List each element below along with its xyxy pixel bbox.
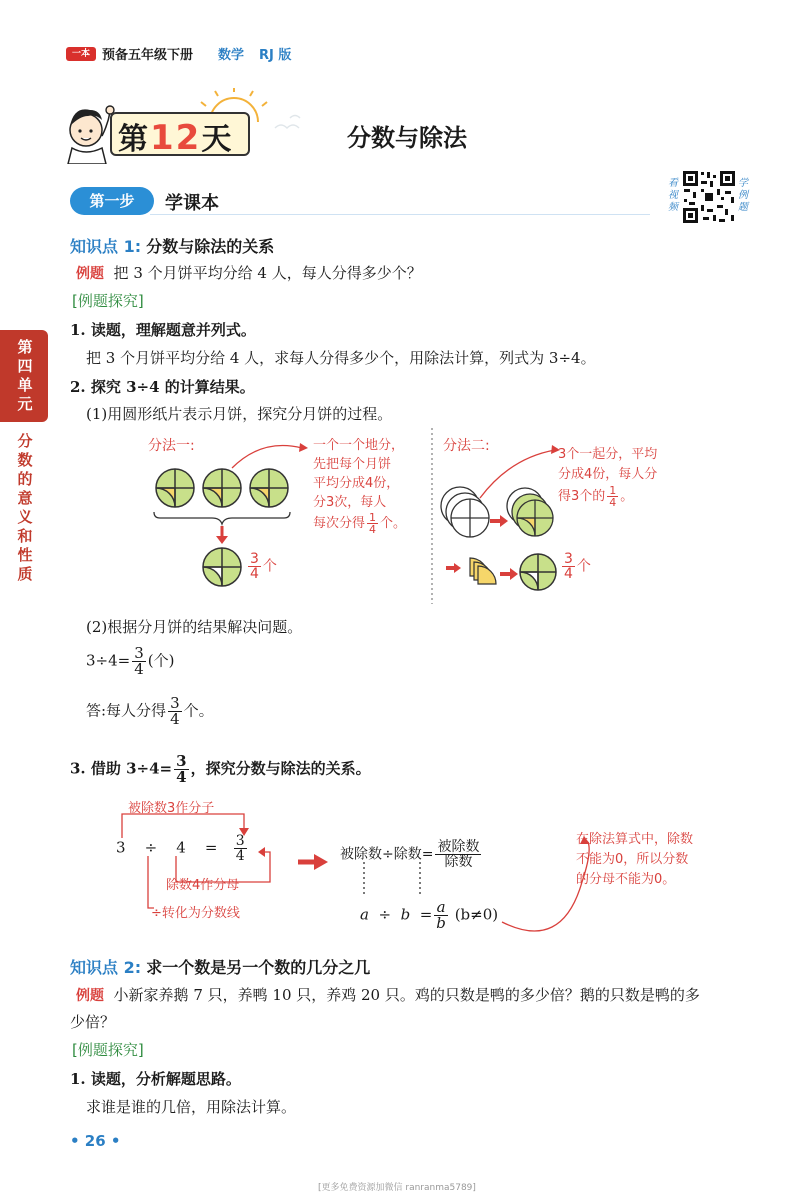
cake-icon xyxy=(156,469,194,507)
page-number: • 26 • xyxy=(70,1132,121,1150)
side-tab-unit: 第四单元 xyxy=(17,338,33,413)
method1-label: 分法一: xyxy=(148,438,195,454)
explore-label: [例题探究] xyxy=(72,1041,144,1059)
method2-note: 3个一起分，平均 分成4份，每人分 得3个的 $\frac{1}{4}$ 。 xyxy=(558,447,658,509)
qr-caption-right: 学例题 xyxy=(738,178,748,213)
kp2-label: 知识点 2: xyxy=(70,958,142,977)
kp2-step1-text: 求谁是谁的几倍，用除法计算。 xyxy=(86,1098,297,1116)
general-rule: 被除数÷除数= $\frac{\text{被除数}}{\text{除数}}$ xyxy=(340,839,480,870)
method1-result: $\frac{3}{4}$ 个 xyxy=(250,551,277,582)
method2-label: 分法二: xyxy=(443,438,490,454)
kp1-step1-text: 把 3 个月饼平均分给 4 人，求每人分得多少个，用除法计算，列式为 3÷4。 xyxy=(86,349,596,367)
letter-rule: a ÷ b = $\frac{a}{b}$ (b≠0) xyxy=(360,898,499,932)
kp2-example-cont: 少倍？ xyxy=(70,1013,116,1031)
footer-note: [更多免费资源加微信 ranranma5789] xyxy=(318,1183,476,1193)
kp2-step1-heading: 1. 读题，分析解题思路。 xyxy=(70,1070,241,1088)
denominator-rule: 除数4作分母 xyxy=(166,878,240,893)
side-tab-topic: 分数的意义和性质 xyxy=(17,432,33,583)
example-tag: 例题 xyxy=(76,266,104,282)
kp1-step3-heading: 3. 借助 3÷4= $\frac{3}{4}$ ，探究分数与除法的关系。 xyxy=(70,752,371,786)
publisher-logo: 一本 xyxy=(66,47,96,61)
numerator-rule: 被除数3作分子 xyxy=(128,801,215,816)
kp1-step1-heading: 1. 读题，理解题意并列式。 xyxy=(70,321,256,339)
relation-expression: 3 ÷ 4 = $\frac{3}{4}$ xyxy=(116,833,245,864)
fraction-bar-rule: ÷转化为分数线 xyxy=(151,906,240,921)
kp1-example xyxy=(76,262,422,283)
lesson-title: 分数与除法 xyxy=(347,124,467,152)
step-title: 学课本 xyxy=(165,193,219,214)
kp1-label: 知识点 1: xyxy=(70,237,142,256)
subject-label: 数学 xyxy=(218,48,245,63)
kp1-step2-sub2: (2)根据分月饼的结果解决问题。 xyxy=(86,618,303,636)
example-text: 把 3 个月饼平均分给 4 人，每人分得多少个？ xyxy=(113,264,422,282)
step-divider xyxy=(150,214,650,215)
method1-note: 一个一个地分， 先把每个月饼 平均分成4份， 分3次，每人 每次分得 $\frac{1}{4}$ 个。 xyxy=(313,438,407,536)
answer-line: 答:每人分得 $\frac{3}{4}$ 个。 xyxy=(86,694,214,728)
step-pill: 第一步 xyxy=(70,187,154,215)
kp2-example xyxy=(76,984,700,1005)
example-text: 小新家养鹅 7 只，养鸭 10 只，养鸡 20 只。鸡的只数是鸭的多少倍？鹅的只数是鸭的多 xyxy=(113,986,700,1004)
book-title: 预备五年级下册 xyxy=(102,48,194,63)
knowledge-point-1 xyxy=(70,234,274,257)
version-label: RJ 版 xyxy=(259,48,292,63)
kp2-title: 求一个数是另一个数的几分之几 xyxy=(146,958,371,977)
example-tag: 例题 xyxy=(76,988,104,1004)
explore-label: [例题探究] xyxy=(72,292,144,310)
method2-result: $\frac{3}{4}$ 个 xyxy=(564,551,591,582)
qr-code-icon[interactable] xyxy=(681,169,737,225)
kp1-title: 分数与除法的关系 xyxy=(146,237,275,256)
kp1-step2-heading: 2. 探究 3÷4 的计算结果。 xyxy=(70,378,255,396)
kp1-step2-sub1: (1)用圆形纸片表示月饼，探究分月饼的过程。 xyxy=(86,405,393,423)
qr-caption-left: 看视频 xyxy=(668,178,678,213)
knowledge-point-2 xyxy=(70,955,370,978)
calc-line: 3÷4= $\frac{3}{4}$ (个) xyxy=(86,644,175,678)
divisor-note: 在除法算式中，除数 不能为0，所以分数 的分母不能为0。 xyxy=(576,832,694,887)
day-number: 第12天 xyxy=(118,118,234,158)
